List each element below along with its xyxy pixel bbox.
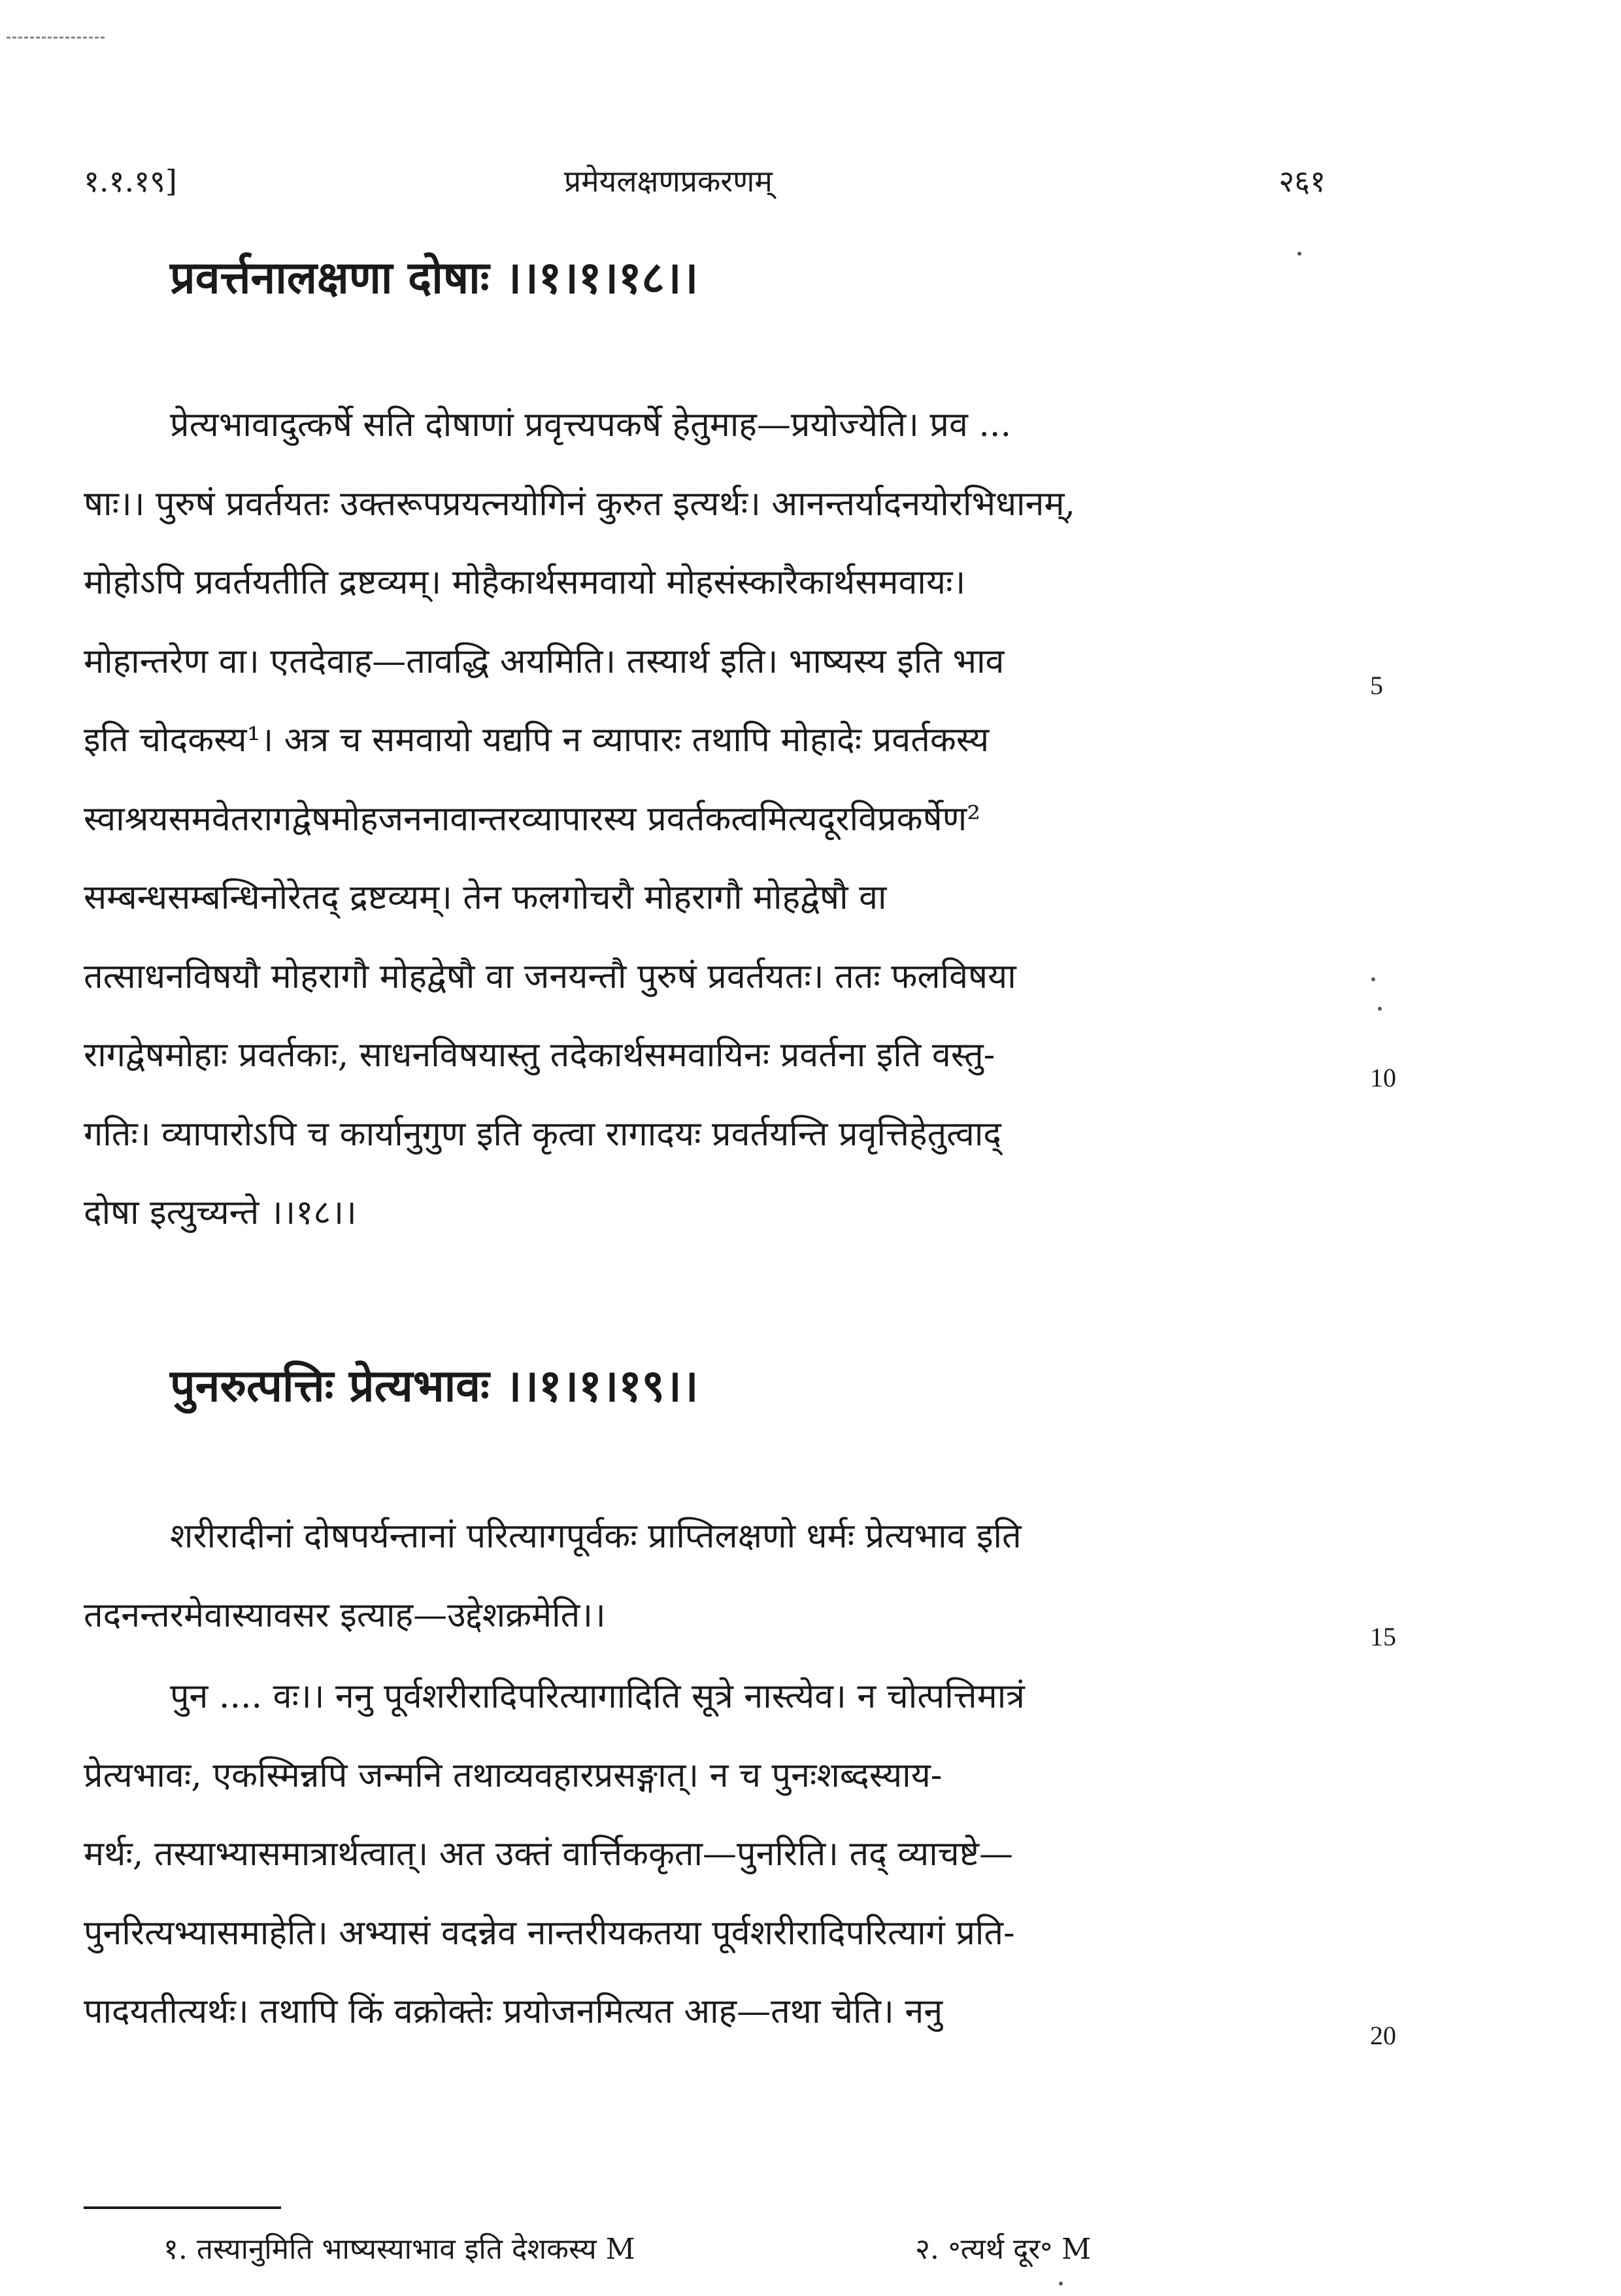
line-number: 15	[1370, 1622, 1396, 1651]
speck	[1297, 252, 1301, 256]
text-line: पुन .... वः।। ननु पूर्वशरीरादिपरित्यागादिति सूत्रे नास्त्येव। न चोत्पत्तिमात्रं	[170, 1677, 1025, 1716]
text-line: सम्बन्धसम्बन्धिनोरेतद् द्रष्टव्यम्। तेन फलगोचरौ मोहरागौ मोहद्वेषौ वा	[84, 878, 887, 917]
text-line: मर्थः, तस्याभ्यासमात्रार्थत्वात्। अत उक्तं वार्त्तिककृता—पुनरिति। तद् व्याचष्टे—	[84, 1834, 1014, 1874]
line-number: 5	[1370, 671, 1383, 700]
text-line: दोषा इत्युच्यन्ते ।।१८।।	[84, 1193, 357, 1232]
commentary-paragraph-1	[84, 386, 1326, 1253]
text-line: स्वाश्रयसमवेतरागद्वेषमोहजननावान्तरव्यापारस्य प्रवर्तकत्वमित्यदूरविप्रकर्षेण²	[84, 799, 981, 839]
footnote-rule	[84, 2206, 281, 2209]
commentary-paragraph-2	[84, 1497, 1326, 1655]
text-line: रागद्वेषमोहाः प्रवर्तकाः, साधनविषयास्तु तदेकार्थसमवायिनः प्रवर्तना इति वस्तु-	[84, 1036, 995, 1075]
text-line: मोहान्तरेण वा। एतदेवाह—तावद्धि अयमिति। तस्यार्थ इति। भाष्यस्य इति भाव	[84, 641, 1005, 681]
text-line: पुनरित्यभ्यासमाहेति। अभ्यासं वदन्नेव नान्तरीयकतया पूर्वशरीरादिपरित्यागं प्रति-	[84, 1913, 1015, 1953]
running-header	[84, 160, 1326, 212]
text-line: मोहोऽपि प्रवर्तयतीति द्रष्टव्यम्। मोहैकार्थसमवायो मोहसंस्कारैकार्थसमवायः।	[84, 563, 966, 602]
scan-artifact	[7, 37, 105, 39]
line-number: 20	[1370, 2021, 1396, 2050]
sutra-heading-18: प्रवर्त्तनालक्षणा दोषाः ।।१।१।१८।।	[170, 252, 699, 304]
text-line: षाः।। पुरुषं प्रवर्तयतः उक्तरूपप्रयत्नयोगिनं कुरुत इत्यर्थः। आनन्तर्यादनयोरभिधानम्,	[84, 484, 1076, 524]
footnote-1: १. तस्यानुमिति भाष्यस्याभाव इति देशकस्य M	[163, 2233, 635, 2266]
line-number: 10	[1370, 1063, 1396, 1092]
commentary-paragraph-3	[84, 1657, 1326, 2051]
text-line: शरीरादीनां दोषपर्यन्तानां परित्यागपूर्वकः प्राप्तिलक्षणो धर्मः प्रेत्यभाव इति	[170, 1517, 1022, 1556]
header-chapter-title: प्रमेयलक्षणप्रकरणम्	[564, 163, 773, 199]
sutra-heading-19: पुनरुत्पत्तिः प्रेत्यभावः ।।१।१।१९।।	[170, 1360, 699, 1412]
header-page-number: २६१	[1278, 163, 1326, 199]
speck	[1371, 977, 1375, 981]
text-line: तदनन्तरमेवास्यावसर इत्याह—उद्देशक्रमेति।।	[84, 1595, 606, 1635]
header-section-ref: १.१.१९]	[84, 163, 177, 199]
text-line: इति चोदकस्य¹। अत्र च समवायो यद्यपि न व्यापारः तथापि मोहादेः प्रवर्तकस्य	[84, 720, 990, 760]
text-line: प्रेत्यभावः, एकस्मिन्नपि जन्मनि तथाव्यवहारप्रसङ्गात्। न च पुनःशब्दस्याय-	[84, 1755, 943, 1795]
footnote-2: २. ॰त्यर्थ दूर॰ M	[915, 2233, 1092, 2266]
text-line: प्रेत्यभावादुत्कर्षे सति दोषाणां प्रवृत्त्यपकर्षे हेतुमाह—प्रयोज्येति। प्रव ...	[170, 405, 1011, 445]
speck	[1378, 1007, 1382, 1011]
text-line: पादयतीत्यर्थः। तथापि किं वक्रोक्तेः प्रयोजनमित्यत आह—तथा चेति। ननु	[84, 1992, 943, 2031]
speck	[1059, 2282, 1063, 2286]
text-line: तत्साधनविषयौ मोहरागौ मोहद्वेषौ वा जनयन्तौ पुरुषं प्रवर्तयतः। ततः फलविषया	[84, 956, 1016, 996]
text-line: गतिः। व्यापारोऽपि च कार्यानुगुण इति कृत्वा रागादयः प्रवर्तयन्ति प्रवृत्तिहेतुत्वाद्	[84, 1114, 1001, 1154]
